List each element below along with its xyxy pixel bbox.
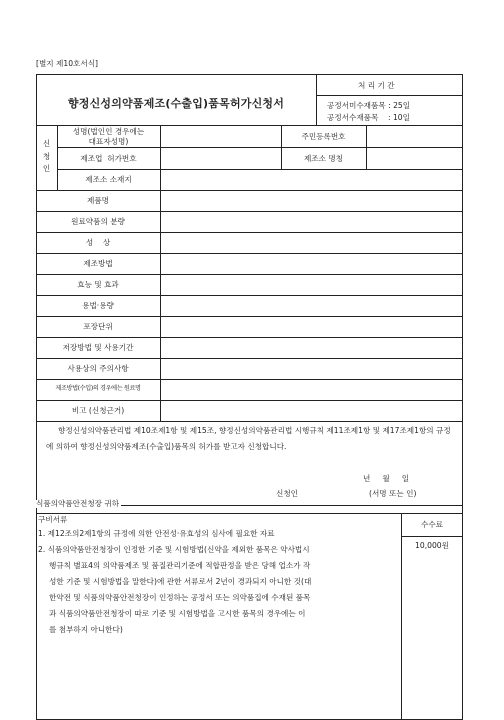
applicant-sign-label: 신청인 <box>276 489 299 498</box>
product-row-label: 제조방법(수입)의 경우에는 원료명 <box>55 385 141 392</box>
factory-name-label: 제조소 명칭 <box>303 154 344 163</box>
applicant-name-label <box>57 128 160 145</box>
dosage-field[interactable] <box>161 296 462 316</box>
factory-address-label: 제조소 소재지 <box>85 175 132 184</box>
applicant-name-field[interactable] <box>161 126 280 147</box>
resident-number-label: 주민등록번호 <box>301 132 346 141</box>
date-line: 년 월 일 <box>363 474 410 483</box>
product-row-label: 사용상의 주의사항 <box>67 364 129 373</box>
resident-number-field[interactable] <box>367 126 462 147</box>
product-row-label: 저장방법 및 사용기간 <box>62 343 134 352</box>
document-item-2-line: 한약전 및 식품의약품안전청장이 인정하는 공정서 또는 의약품집에 수재된 품목 <box>49 593 311 602</box>
product-row-label: 제조방법 <box>83 259 113 268</box>
addressee: 식품의약품안전청장 귀하 <box>36 499 120 508</box>
product-row-label: 원료약품의 분량 <box>71 217 125 226</box>
product-row-label: 용법·용량 <box>82 301 114 310</box>
processing-period-line1: 공정서미수재품목 : 25일 <box>327 101 411 110</box>
packaging-unit-field[interactable] <box>161 317 462 337</box>
form-title: 향정신성의약품제조(수출입)품목허가신청서 <box>67 97 285 110</box>
product-name-field[interactable] <box>161 191 462 211</box>
remarks-field[interactable] <box>161 401 462 421</box>
product-row-label: 성 상 <box>85 238 111 247</box>
document-item-2-line: 과 식품의약품안전청장이 따로 기준 및 시험방법을 고시한 품목의 경우에는 이 <box>49 609 306 618</box>
fee-amount: 10,000원 <box>415 541 449 550</box>
license-number-label: 제조업 허가번호 <box>80 154 137 163</box>
document-item-2-line: 2. 식품의약품안전청장이 인정한 기준 및 시험방법(신약을 제외한 품목은 약사법시 <box>38 545 310 554</box>
documents-label: 구비서류 <box>38 515 68 524</box>
fee-label: 수수료 <box>420 520 443 529</box>
import-material-field[interactable] <box>161 380 462 400</box>
storage-method-field[interactable] <box>161 338 462 358</box>
processing-period-label: 처 리 기 간 <box>358 81 395 90</box>
properties-field[interactable] <box>161 233 462 253</box>
document-item-1: 1. 제12조의2제1항의 규정에 의한 안전성·유효성의 심사에 필요한 자료 <box>38 529 275 538</box>
document-item-2-line: 를 첨부하지 아니한다) <box>49 625 123 634</box>
product-row-label: 포장단위 <box>83 322 113 331</box>
factory-name-field[interactable] <box>367 148 462 169</box>
processing-period-line2: 공정서수재품목 : 10일 <box>327 113 410 122</box>
signature-hint: (서명 또는 인) <box>369 489 417 498</box>
applicant-label-char: 신 <box>42 139 51 148</box>
declaration-text: 향정신성의약품관리법 제10조제1항 및 제15조, 향정신성의약품관리법 시행규칙 제11조제1항 및 제17조제1항의 규정에 의하여 향정신성의약품제조(수출입)품목의 허가를 받고자 신청합니다. <box>46 426 451 451</box>
applicant-name-label-line1: 성명(법인인 경우에는 <box>72 127 145 136</box>
product-row-label: 비고 (신청근거) <box>71 406 125 415</box>
ingredient-quantity-field[interactable] <box>161 212 462 232</box>
efficacy-field[interactable] <box>161 275 462 295</box>
applicant-section-label <box>36 140 57 173</box>
precautions-field[interactable] <box>161 359 462 379</box>
applicant-label-char: 인 <box>42 164 51 174</box>
license-number-field[interactable] <box>161 148 280 169</box>
manufacturing-method-field[interactable] <box>161 254 462 274</box>
applicant-name-label-line2: 대표자성명) <box>88 136 129 146</box>
applicant-label-char: 청 <box>42 151 51 161</box>
product-row-label: 제품명 <box>86 196 109 205</box>
document-item-2-line: 행규칙 별표4의 의약품제조 및 품질관리기준에 적합판정을 받은 당해 업소가 작 <box>49 561 311 570</box>
factory-address-field[interactable] <box>161 170 462 190</box>
product-row-label: 효능 및 효과 <box>77 280 119 289</box>
form-code: [별지 제10호서식] <box>36 59 99 68</box>
document-item-2-line: 성한 기준 및 시험방법을 말한다)에 관한 서류로서 2년이 경과되지 아니한 것(대 <box>49 577 312 586</box>
